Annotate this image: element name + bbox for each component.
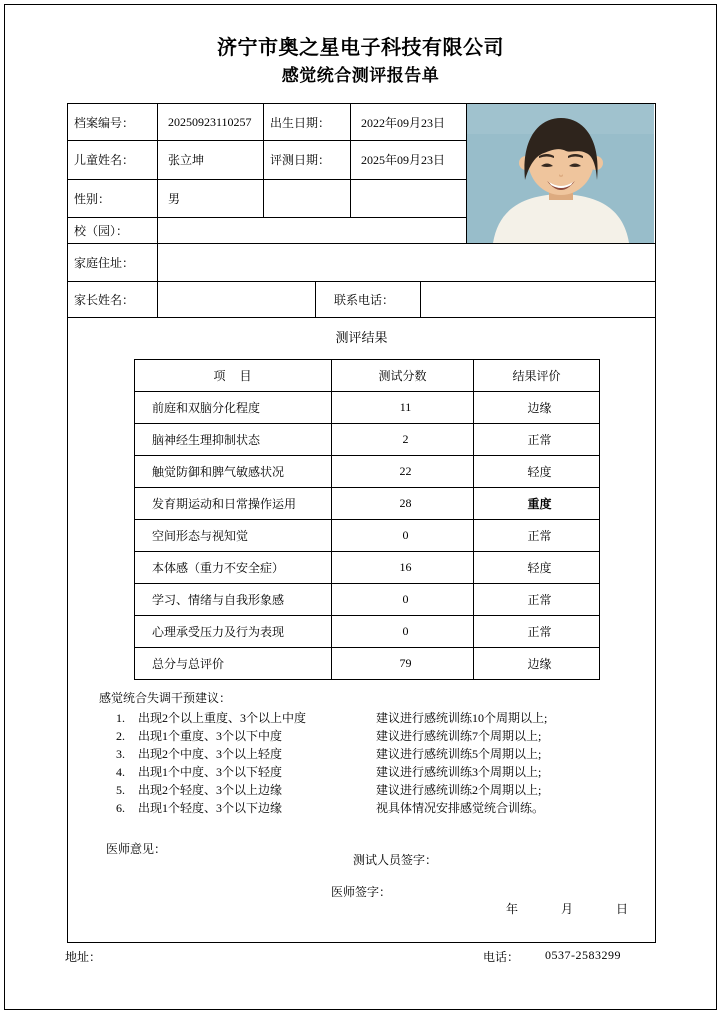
address-label: 地址： — [65, 950, 102, 964]
doctor-opinion-label: 医师意见： — [106, 842, 167, 856]
results-header-row — [135, 360, 600, 392]
suggestion-advice: 建议进行感统训练10个周期以上; — [376, 711, 548, 725]
result-rating: 边缘 — [474, 392, 600, 424]
doctor-signature-label: 医师签字： — [331, 885, 392, 899]
result-rating: 轻度 — [474, 456, 600, 488]
suggestion-condition: 出现2个以上重度、3个以上中度 — [138, 711, 307, 725]
suggestion-advice: 建议进行感统训练5个周期以上; — [376, 747, 542, 761]
suggestion-condition: 出现2个中度、3个以上轻度 — [138, 747, 283, 761]
eval-date-label: 评测日期： — [264, 141, 351, 179]
suggestion-no: 6. — [116, 801, 125, 815]
result-item: 脑神经生理抑制状态 — [135, 424, 332, 456]
suggestion-advice: 建议进行感统训练7个周期以上; — [376, 729, 542, 743]
date-year-label: 年 — [506, 902, 519, 916]
home-address-value — [158, 244, 656, 282]
suggestion-advice: 建议进行感统训练3个周期以上; — [376, 765, 542, 779]
result-score: 79 — [332, 648, 474, 680]
file-no-value: 20250923110257 — [158, 104, 264, 141]
result-score: 2 — [332, 424, 474, 456]
table-row — [135, 520, 600, 552]
result-score: 11 — [332, 392, 474, 424]
empty-cell — [264, 179, 351, 217]
child-photo — [467, 104, 656, 244]
table-row — [135, 552, 600, 584]
list-item — [116, 781, 655, 799]
empty-cell — [351, 179, 467, 217]
parent-name-label: 家长姓名： — [68, 282, 158, 318]
suggestion-no: 1. — [116, 711, 125, 725]
result-item: 本体感（重力不安全症） — [135, 552, 332, 584]
result-score: 0 — [332, 584, 474, 616]
suggestion-no: 5. — [116, 783, 125, 797]
suggestion-advice: 视具体情况安排感觉统合训练。 — [376, 801, 545, 815]
table-row — [135, 456, 600, 488]
result-rating: 正常 — [474, 616, 600, 648]
result-item: 前庭和双脑分化程度 — [135, 392, 332, 424]
suggestion-no: 3. — [116, 747, 125, 761]
child-name-label: 儿童姓名： — [68, 141, 158, 179]
school-label: 校（园）： — [68, 217, 158, 243]
list-item — [116, 709, 655, 727]
suggestion-condition: 出现2个轻度、3个以上边缘 — [138, 783, 283, 797]
date-month-label: 月 — [560, 902, 573, 916]
suggestion-no: 2. — [116, 729, 125, 743]
info-table — [67, 103, 656, 943]
tester-signature-label: 测试人员签字： — [353, 853, 438, 867]
result-item: 触觉防御和脾气敏感状况 — [135, 456, 332, 488]
gender-value: 男 — [158, 179, 264, 217]
header-score: 测试分数 — [332, 360, 474, 392]
phone-label: 电话： — [483, 950, 520, 964]
table-row — [135, 488, 600, 520]
results-section-title: 测评结果 — [335, 330, 388, 345]
result-rating: 正常 — [474, 520, 600, 552]
phone-number: 0537-2583299 — [545, 948, 621, 962]
suggestion-condition: 出现1个轻度、3个以下边缘 — [138, 801, 283, 815]
parent-name-value — [158, 282, 316, 318]
eval-date-value: 2025年09月23日 — [351, 141, 467, 179]
table-row — [135, 584, 600, 616]
result-score: 28 — [332, 488, 474, 520]
company-title: 济宁市奥之星电子科技有限公司 — [217, 37, 504, 59]
list-item — [116, 799, 655, 817]
header-item: 项 目 — [135, 360, 332, 392]
result-score: 22 — [332, 456, 474, 488]
suggestion-advice: 建议进行感统训练2个周期以上; — [376, 783, 542, 797]
child-photo-image — [467, 104, 655, 243]
gender-label: 性别： — [68, 179, 158, 217]
date-day-label: 日 — [615, 902, 628, 916]
birth-value: 2022年09月23日 — [351, 104, 467, 141]
date-line — [506, 900, 628, 917]
home-address-label: 家庭住址： — [68, 244, 158, 282]
list-item — [116, 727, 655, 745]
result-score: 0 — [332, 616, 474, 648]
contact-phone-label: 联系电话： — [316, 282, 421, 318]
table-row — [135, 648, 600, 680]
child-name-value: 张立坤 — [158, 141, 264, 179]
result-score: 0 — [332, 520, 474, 552]
report-title: 感觉统合测评报告单 — [281, 66, 440, 85]
list-item — [116, 763, 655, 781]
file-no-label: 档案编号： — [68, 104, 158, 141]
result-rating: 边缘 — [474, 648, 600, 680]
result-item: 发育期运动和日常操作运用 — [135, 488, 332, 520]
contact-phone-value — [421, 282, 656, 318]
result-rating: 正常 — [474, 424, 600, 456]
result-score: 16 — [332, 552, 474, 584]
result-rating: 轻度 — [474, 552, 600, 584]
school-value — [158, 217, 467, 243]
result-item: 学习、情绪与自我形象感 — [135, 584, 332, 616]
result-item: 心理承受压力及行为表现 — [135, 616, 332, 648]
result-rating: 重度 — [474, 488, 600, 520]
suggestion-condition: 出现1个中度、3个以下轻度 — [138, 765, 283, 779]
table-row — [135, 424, 600, 456]
result-item: 总分与总评价 — [135, 648, 332, 680]
suggestions-title: 感觉统合失调干预建议： — [99, 691, 232, 705]
birth-label: 出生日期： — [264, 104, 351, 141]
result-rating: 正常 — [474, 584, 600, 616]
suggestions-block — [99, 689, 655, 817]
table-row — [135, 616, 600, 648]
suggestion-no: 4. — [116, 765, 125, 779]
header-rating: 结果评价 — [474, 360, 600, 392]
results-table — [134, 359, 600, 680]
result-item: 空间形态与视知觉 — [135, 520, 332, 552]
list-item — [116, 745, 655, 763]
table-row — [135, 392, 600, 424]
results-section — [68, 318, 656, 943]
suggestion-condition: 出现1个重度、3个以下中度 — [138, 729, 283, 743]
